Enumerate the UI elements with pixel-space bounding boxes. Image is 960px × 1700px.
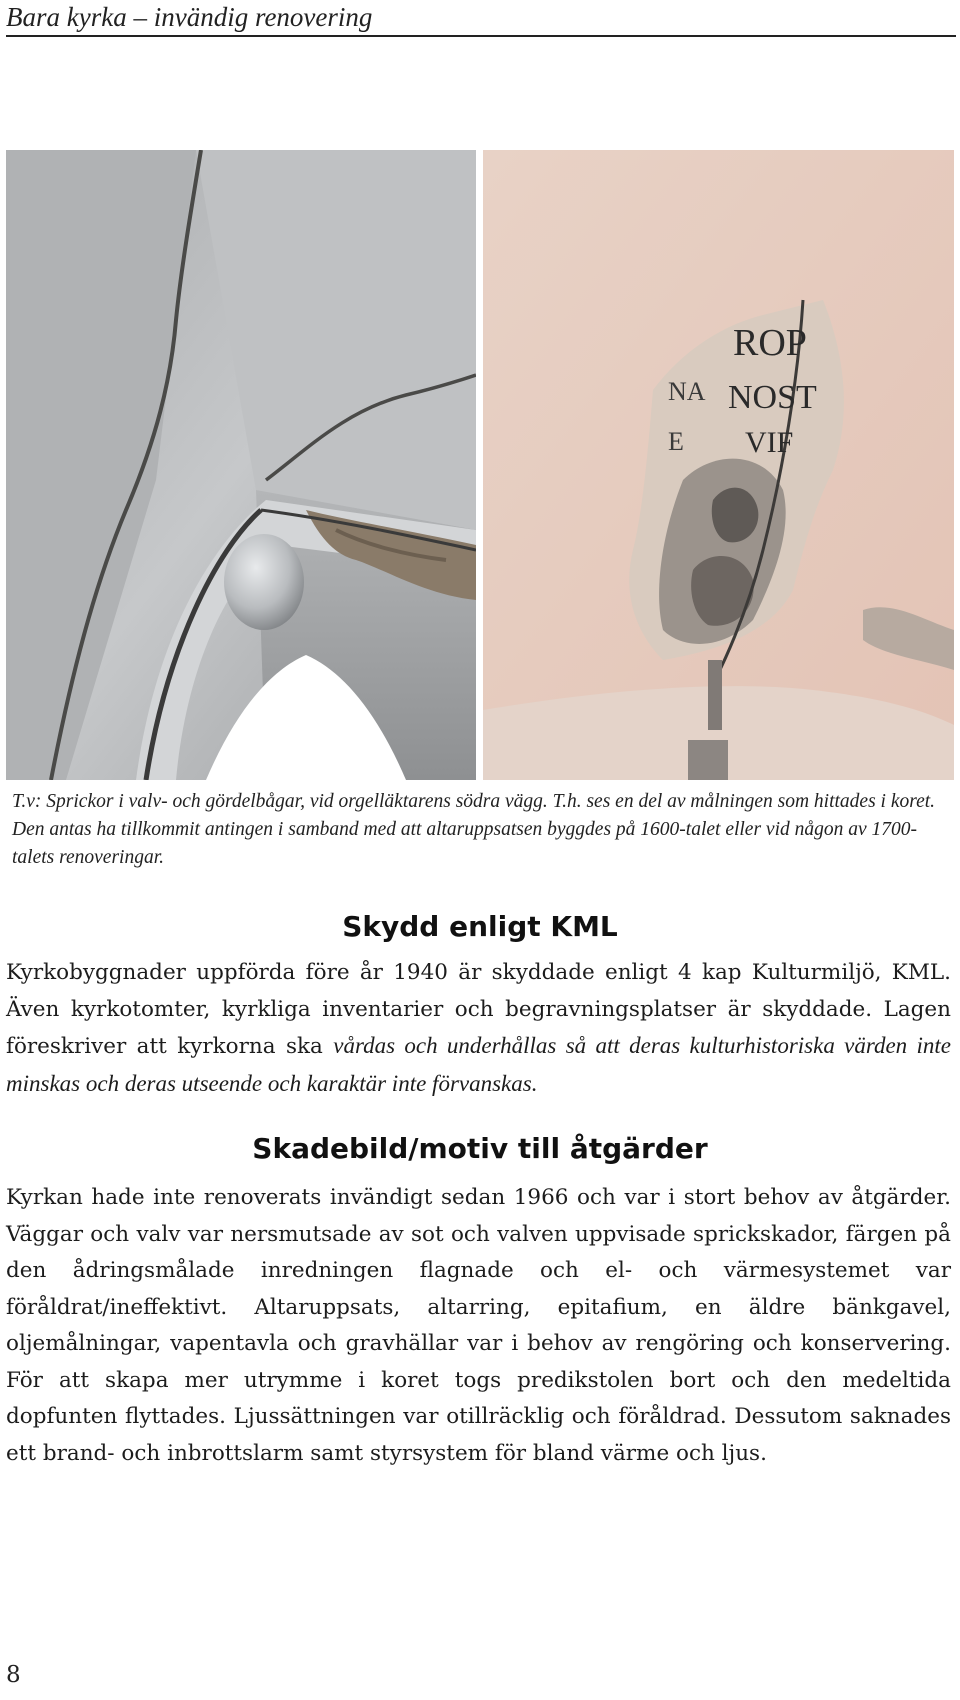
painting-text-e: E — [668, 427, 684, 456]
painting-text-na: NA — [668, 377, 706, 406]
wall-painting-photo — [483, 150, 954, 780]
running-header: Bara kyrka – invändig renovering — [6, 2, 373, 32]
section-title-damage: Skadebild/motiv till åtgärder — [252, 1132, 708, 1165]
figure-caption: T.v: Sprickor i valv- och gördelbågar, vid orgelläktarens södra vägg. T.h. ses en del av målningen som hittades i koret. Den antas ha tillkommit antingen i samband med att altaruppsatsen byggdes på 1600-talet eller vid någon av 1700-talets renoveringar. — [12, 791, 936, 868]
paragraph-damage: Kyrkan hade inte renoverats invändigt sedan 1966 och var i stort behov av åtgärder. Väggar och valv var nersmutsade av sot och valven uppvisade sprickskador, färgen på den ådringsmålade inredningen flagnade och el- och värmesystemet var föråldrat/ineffektivt. Altaruppsats, altarring, epitafium, en äldre bänkgavel, oljemålningar, vapentavla och gravhällar var i behov av rengöring och konservering. För att skapa mer utrymme i koret togs predikstolen bort och den medeltida dopfunten flyttades. Ljussättningen var otillräcklig och föråldrad. Dessutom saknades ett brand- och inbrottslarm samt styrsystem för bland värme och ljus. — [6, 1185, 951, 1466]
painting-text-vif: VIF — [745, 426, 794, 459]
header-rule — [6, 35, 956, 37]
paragraph-kml-quote: vårdas och underhållas så att deras kulturhistoriska värden inte minskas och deras utseende och karaktär inte förvanskas. — [6, 1033, 951, 1096]
paragraph-kml-text: Kyrkobyggnader uppförda före år 1940 är skyddade enligt 4 kap Kulturmiljö, KML. Även kyrkotomter, kyrkliga inventarier och begravningsplatser är skyddade. Lagen föreskriver att kyrkorna ska — [6, 960, 951, 1059]
section-title-kml: Skydd enligt KML — [342, 910, 618, 943]
painting-text-nost: NOST — [728, 379, 817, 416]
vault-cracks-photo — [6, 150, 476, 780]
painting-text-rop: ROP — [733, 322, 807, 364]
paragraph-kml — [6, 955, 951, 1103]
page-number: 8 — [6, 1662, 21, 1688]
